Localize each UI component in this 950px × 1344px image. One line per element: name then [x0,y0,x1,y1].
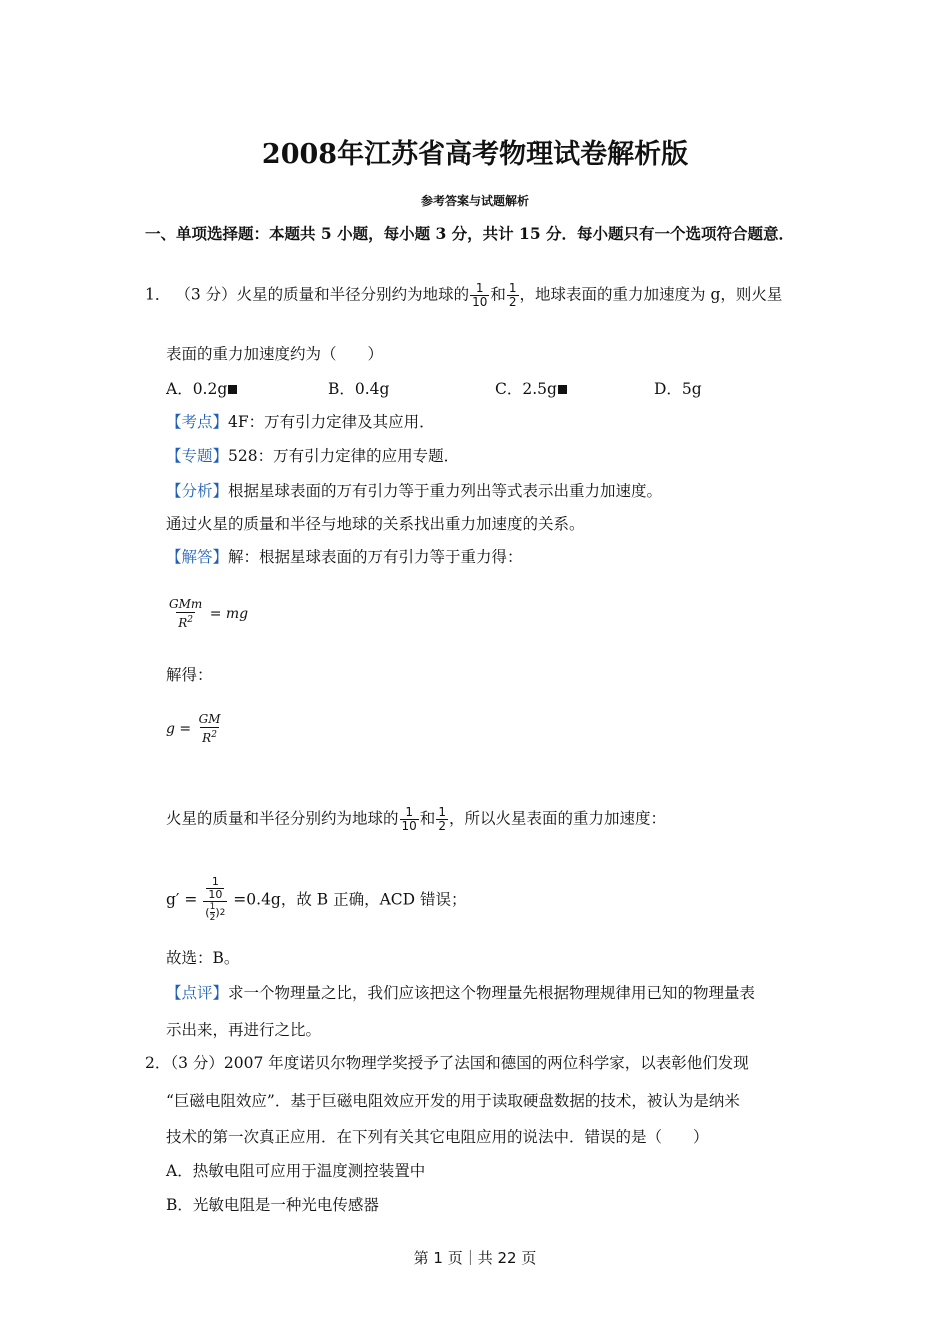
kaodian-tag: 【考点】 [166,413,229,431]
q1-fenxi: 【分析】根据星球表面的万有引力等于重力列出等式表示出重力加速度。 [166,482,663,500]
q1-stem-a: （3 分）火星的质量和半径分别约为地球的 [175,285,470,304]
q2-number: 2． [145,1054,171,1072]
equation-g: g = $\frac{GM}{R^2}$ [166,712,221,745]
q1-option-d: D．5g [654,380,702,398]
document-title: 2008年江苏省高考物理试卷解析版 [261,139,689,170]
q1-option-b: B．0.4g [328,380,390,398]
q1-stem-b: ，地球表面的重力加速度为 g，则火星 [519,285,783,304]
q1-answer: 故选：B。 [166,949,240,967]
fenxi-tag: 【分析】 [166,482,229,500]
q1-dianping-line2: 示出来，再进行之比。 [166,1021,322,1039]
q2-stem-line3: 技术的第一次真正应用．在下列有关其它电阻应用的说法中．错误的是（ ） [166,1128,709,1146]
fraction-one-half: $\frac{1}{2}$ [508,281,517,309]
jieda-tag: 【解答】 [166,548,229,566]
q1-zhuanti: 【专题】528：万有引力定律的应用专题． [166,447,460,465]
q2-option-a: A．热敏电阻可应用于温度测控装置中 [166,1162,426,1180]
q1-number: 1． [145,285,171,304]
and-text: 和 [490,285,506,304]
q1-dianping: 【点评】求一个物理量之比，我们应该把这个物理量先根据物理规律用已知的物理量表 [166,984,756,1002]
q1-jieda: 【解答】解：根据星球表面的万有引力等于重力得： [166,548,523,566]
zhuanti-tag: 【专题】 [166,447,229,465]
document-subtitle: 参考答案与试题解析 [420,194,529,208]
page-footer: 第 1 页｜共 22 页 [413,1249,537,1267]
q1-kaodian: 【考点】4F：万有引力定律及其应用． [166,413,435,431]
equation-mars-g: g′ = 1 10 ( 1 2 ) 2 =0.4g，故 B 正确，ACD 错误； [166,875,467,923]
equation-gravity-balance: $\frac{\text{GMm}}{R^2}$ = mg [169,597,249,630]
q2-option-b: B．光敏电阻是一种光电传感器 [166,1196,379,1214]
q1-stem-line1 [145,282,782,309]
q1-option-c: C．2.5g [495,379,567,399]
section-heading: 一、单项选择题：本题共 5 小题，每小题 3 分，共计 15 分．每小题只有一个选项符合题意． [145,224,795,243]
q2-stem-line1: 2．（3 分）2007 年度诺贝尔物理学奖授予了法国和德国的两位科学家，以表彰他们发现 [145,1054,749,1072]
q1-options [166,379,766,399]
q1-fenxi-line2: 通过火星的质量和半径与地球的关系找出重力加速度的关系。 [166,515,585,533]
q1-stem-line2: 表面的重力加速度约为（ ） [166,345,384,363]
q1-ratio-line: 火星的质量和半径分别约为地球的 $\frac{1}{10}$ 和 $\frac{1}{2}$ ，所以火星表面的重力加速度： [166,805,666,833]
fraction-one-tenth: $\frac{1}{10}$ [472,281,488,309]
q1-jiede: 解得： [166,666,213,684]
dianping-tag: 【点评】 [166,984,229,1002]
q2-stem-line2: “巨磁电阻效应”．基于巨磁电阻效应开发的用于读取硬盘数据的技术，被认为是纳米 [166,1092,740,1110]
q1-option-a: A．0.2g [166,379,237,399]
